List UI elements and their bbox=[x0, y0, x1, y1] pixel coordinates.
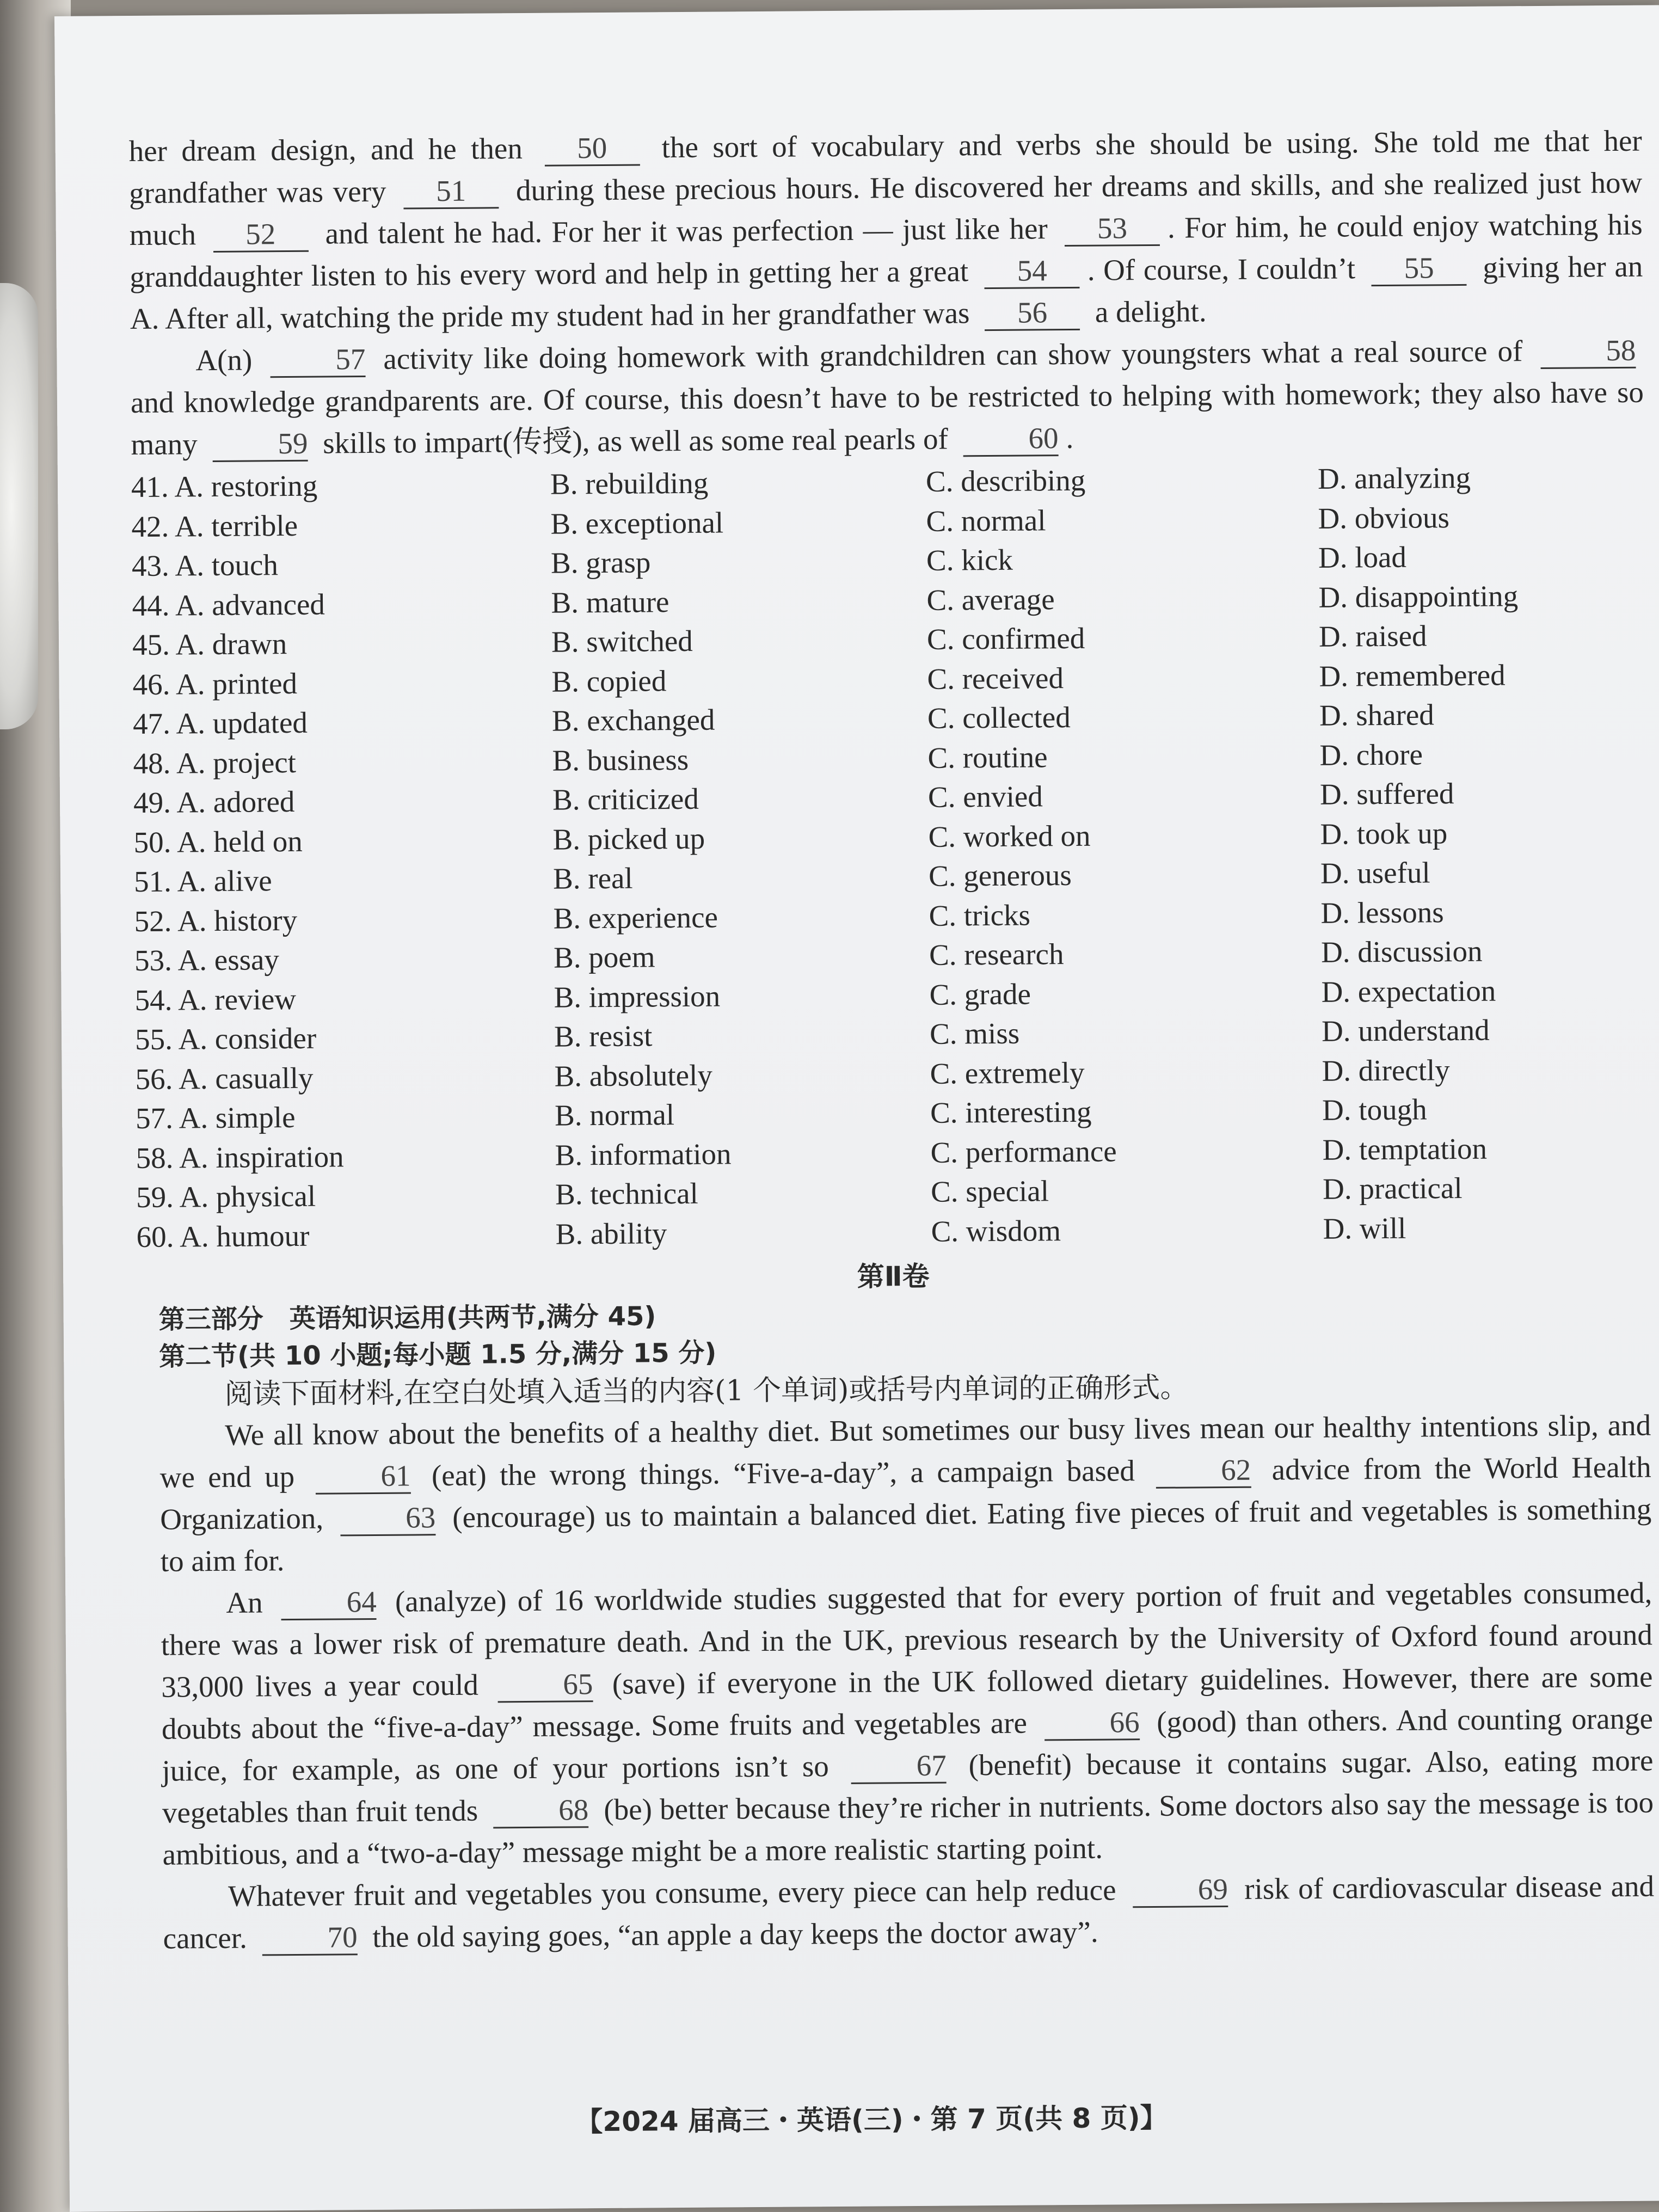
option-44-A[interactable]: 44. A. advanced bbox=[132, 587, 325, 622]
answer-blank-54[interactable]: 54 bbox=[985, 254, 1080, 289]
option-52-B[interactable]: B. experience bbox=[553, 900, 718, 935]
option-52-A[interactable]: 52. A. history bbox=[134, 903, 298, 938]
text-run: A(n) bbox=[195, 343, 263, 377]
page-content bbox=[128, 120, 1654, 1959]
text-run: giving her an A. After all, watching the pride my student had in her grandfather was bbox=[130, 249, 1643, 336]
option-50-A[interactable]: 50. A. held on bbox=[133, 824, 303, 859]
answer-blank-51[interactable]: 51 bbox=[403, 174, 499, 209]
text-run: skills to impart(传授), as well as some real pearls of bbox=[315, 422, 956, 460]
option-51-D[interactable]: D. useful bbox=[1320, 856, 1430, 890]
option-55-D[interactable]: D. understand bbox=[1321, 1013, 1490, 1048]
option-60-A[interactable]: 60. A. humour bbox=[136, 1219, 310, 1254]
passage1-paragraph-2 bbox=[130, 329, 1644, 465]
option-43-A[interactable]: 43. A. touch bbox=[131, 548, 279, 583]
option-47-A[interactable]: 47. A. updated bbox=[132, 705, 308, 741]
answer-blank-61[interactable]: 61 bbox=[315, 1459, 410, 1494]
instruction-text: 阅读下面材料,在空白处填入适当的内容(1 个单词)或括号内单词的正确形式。 bbox=[224, 1371, 1189, 1411]
option-43-D[interactable]: D. load bbox=[1318, 540, 1407, 574]
option-43-B[interactable]: B. grasp bbox=[550, 545, 651, 580]
answer-blank-53[interactable]: 53 bbox=[1065, 212, 1160, 247]
option-59-B[interactable]: B. technical bbox=[555, 1176, 699, 1211]
passage2-paragraph-1 bbox=[159, 1404, 1652, 1582]
option-50-D[interactable]: D. took up bbox=[1320, 816, 1448, 851]
option-52-C[interactable]: C. tricks bbox=[929, 898, 1031, 932]
option-42-B[interactable]: B. exceptional bbox=[550, 505, 724, 540]
text-run: a delight. bbox=[1087, 294, 1207, 329]
option-45-B[interactable]: B. switched bbox=[551, 624, 693, 659]
text-run: activity like doing homework with grandchildren can show youngsters what a real source of bbox=[373, 334, 1533, 376]
option-50-B[interactable]: B. picked up bbox=[552, 821, 705, 856]
option-45-C[interactable]: C. confirmed bbox=[926, 621, 1085, 656]
answer-blank-50[interactable]: 50 bbox=[544, 132, 640, 167]
text-run: during these precious hours. He discovered her dreams and skills, and she realized just how much bbox=[129, 165, 1643, 252]
option-51-A[interactable]: 51. A. alive bbox=[133, 864, 272, 899]
option-54-B[interactable]: B. impression bbox=[554, 979, 721, 1014]
option-53-D[interactable]: D. discussion bbox=[1320, 934, 1483, 969]
option-48-D[interactable]: D. chore bbox=[1319, 737, 1423, 772]
answer-blank-59[interactable]: 59 bbox=[212, 427, 308, 462]
answer-blank-57[interactable]: 57 bbox=[270, 343, 365, 378]
option-57-C[interactable]: C. interesting bbox=[930, 1095, 1092, 1129]
option-41-A[interactable]: 41. A. restoring bbox=[131, 469, 318, 504]
volume-title: 第Ⅱ卷 bbox=[857, 1260, 930, 1293]
passage2 bbox=[159, 1404, 1655, 1959]
page-footer: 【2024 届高三・英语(三)・第 7 页(共 8 页)】 bbox=[575, 2102, 1168, 2138]
option-42-D[interactable]: D. obvious bbox=[1318, 500, 1450, 535]
option-56-D[interactable]: D. directly bbox=[1322, 1053, 1450, 1087]
option-57-A[interactable]: 57. A. simple bbox=[135, 1100, 296, 1135]
text-run: Whatever fruit and vegetables you consume, every piece can help reduce bbox=[228, 1873, 1126, 1913]
exam-page bbox=[54, 5, 1659, 2211]
answer-blank-67[interactable]: 67 bbox=[851, 1749, 947, 1784]
option-52-D[interactable]: D. lessons bbox=[1320, 895, 1444, 930]
answer-blank-68[interactable]: 68 bbox=[493, 1793, 588, 1828]
text-run: (encourage) us to maintain a balanced diet. Eating five pieces of fruit and vegetables is something to aim for. bbox=[160, 1492, 1652, 1578]
answer-blank-60[interactable]: 60 bbox=[963, 422, 1058, 457]
option-51-C[interactable]: C. generous bbox=[928, 858, 1072, 893]
option-60-C[interactable]: C. wisdom bbox=[931, 1213, 1061, 1248]
option-49-C[interactable]: C. envied bbox=[927, 779, 1043, 814]
answer-blank-62[interactable]: 62 bbox=[1156, 1454, 1251, 1489]
answer-blank-58[interactable]: 58 bbox=[1540, 334, 1636, 369]
option-41-B[interactable]: B. rebuilding bbox=[550, 466, 709, 501]
answer-blank-55[interactable]: 55 bbox=[1371, 251, 1466, 286]
passage1-paragraph-1 bbox=[128, 120, 1643, 340]
passage2-paragraph-3 bbox=[163, 1865, 1655, 1959]
answer-blank-69[interactable]: 69 bbox=[1133, 1873, 1228, 1908]
option-49-D[interactable]: D. suffered bbox=[1319, 777, 1454, 811]
option-42-C[interactable]: C. normal bbox=[926, 503, 1046, 538]
option-48-A[interactable]: 48. A. project bbox=[133, 745, 297, 780]
option-45-D[interactable]: D. raised bbox=[1318, 619, 1427, 653]
text-run: and knowledge grandparents are. Of course, this doesn’t have to be restricted to helping with homework; they also have so many bbox=[130, 375, 1644, 462]
option-55-C[interactable]: C. miss bbox=[929, 1016, 1020, 1050]
option-59-A[interactable]: 59. A. physical bbox=[136, 1179, 316, 1214]
text-run: (be) better because they’re richer in nutrients. Some doctors also say the message is too ambitious, and a “two-a-day” message might be a more realistic starting point. bbox=[162, 1785, 1654, 1871]
option-49-B[interactable]: B. criticized bbox=[552, 782, 699, 816]
answer-blank-64[interactable]: 64 bbox=[281, 1586, 377, 1620]
option-60-B[interactable]: B. ability bbox=[555, 1216, 667, 1251]
option-50-C[interactable]: C. worked on bbox=[928, 819, 1091, 853]
option-46-B[interactable]: B. copied bbox=[551, 663, 667, 698]
answer-blank-52[interactable]: 52 bbox=[213, 218, 308, 253]
option-55-A[interactable]: 55. A. consider bbox=[134, 1021, 317, 1056]
option-58-C[interactable]: C. performance bbox=[930, 1134, 1117, 1169]
option-58-D[interactable]: D. temptation bbox=[1322, 1132, 1488, 1166]
option-55-B[interactable]: B. resist bbox=[554, 1019, 653, 1053]
option-41-D[interactable]: D. analyzing bbox=[1317, 460, 1471, 495]
option-53-A[interactable]: 53. A. essay bbox=[134, 943, 280, 978]
option-59-D[interactable]: D. practical bbox=[1322, 1171, 1463, 1206]
option-57-D[interactable]: D. tough bbox=[1322, 1092, 1427, 1127]
text-run: and talent he had. For her it was perfection — just like her bbox=[316, 212, 1058, 250]
part-heading: 第三部分 英语知识运用(共两节,满分 45) bbox=[158, 1301, 656, 1335]
option-46-C[interactable]: C. received bbox=[927, 661, 1064, 696]
option-54-D[interactable]: D. expectation bbox=[1321, 974, 1496, 1009]
option-47-C[interactable]: C. collected bbox=[927, 701, 1071, 735]
option-45-A[interactable]: 45. A. drawn bbox=[132, 627, 287, 662]
option-42-A[interactable]: 42. A. terrible bbox=[131, 508, 298, 543]
option-53-C[interactable]: C. research bbox=[929, 937, 1064, 972]
option-53-B[interactable]: B. poem bbox=[553, 940, 655, 974]
text-run: (analyze) of 16 worldwide studies suggested that for every portion of fruit and vegetables consumed, there was a lower risk of premature death. And in the UK, previous research by the University of Oxford found around 33,000 lives a year could bbox=[161, 1576, 1653, 1704]
text-run: . For him, he could enjoy watching his granddaughter listen to his every word and help in getting her a great bbox=[130, 207, 1643, 294]
option-46-D[interactable]: D. remembered bbox=[1319, 658, 1506, 693]
answer-blank-65[interactable]: 65 bbox=[497, 1668, 593, 1703]
answer-blank-56[interactable]: 56 bbox=[985, 296, 1080, 331]
text-run: An bbox=[226, 1586, 274, 1619]
option-47-D[interactable]: D. shared bbox=[1319, 698, 1434, 732]
option-54-A[interactable]: 54. A. review bbox=[134, 982, 297, 1017]
option-48-B[interactable]: B. business bbox=[552, 742, 689, 777]
text-run: . Of course, I couldn’t bbox=[1087, 251, 1364, 287]
option-58-A[interactable]: 58. A. inspiration bbox=[136, 1139, 344, 1175]
option-54-C[interactable]: C. grade bbox=[929, 977, 1031, 1011]
text-run: the old saying goes, “an apple a day keeps the doctor away”. bbox=[365, 1915, 1098, 1954]
option-48-C[interactable]: C. routine bbox=[927, 740, 1048, 775]
text-run: We all know about the benefits of a healthy diet. But sometimes our busy lives mean our healthy intentions slip, and we end up bbox=[159, 1408, 1651, 1494]
option-56-B[interactable]: B. absolutely bbox=[554, 1058, 713, 1093]
text-run: her dream design, and he then bbox=[128, 131, 537, 168]
option-57-B[interactable]: B. normal bbox=[554, 1098, 675, 1132]
passage2-paragraph-2 bbox=[161, 1572, 1654, 1876]
option-60-D[interactable]: D. will bbox=[1323, 1211, 1406, 1245]
cloth-object bbox=[0, 283, 38, 729]
answer-blank-63[interactable]: 63 bbox=[340, 1501, 435, 1536]
option-44-B[interactable]: B. mature bbox=[551, 585, 669, 619]
option-51-B[interactable]: B. real bbox=[552, 861, 633, 895]
text-run: advice from the World Health Organization, bbox=[160, 1450, 1651, 1536]
text-run: (save) if everyone in the UK followed dietary guidelines. However, there are some doubts about the “five-a-day” message. Some fruits and vegetables are bbox=[161, 1660, 1653, 1746]
option-56-A[interactable]: 56. A. casually bbox=[135, 1061, 314, 1096]
option-58-B[interactable]: B. information bbox=[555, 1136, 732, 1172]
option-47-B[interactable]: B. exchanged bbox=[551, 703, 715, 738]
text-run: the sort of vocabulary and verbs she should be using. She told me that her grandfather was very bbox=[129, 124, 1642, 210]
text-run: (benefit) because it contains sugar. Also, eating more vegetables than fruit tends bbox=[162, 1743, 1654, 1829]
option-43-C[interactable]: C. kick bbox=[926, 543, 1013, 577]
options-grid bbox=[131, 457, 1650, 1257]
section-heading: 第二节(共 10 小题;每小题 1.5 分,满分 15 分) bbox=[159, 1337, 717, 1372]
option-49-A[interactable]: 49. A. adored bbox=[133, 784, 295, 820]
text-run: (eat) the wrong things. “Five-a-day”, a campaign based bbox=[418, 1454, 1148, 1492]
option-56-C[interactable]: C. extremely bbox=[930, 1055, 1085, 1090]
option-44-C[interactable]: C. average bbox=[926, 582, 1055, 617]
text-run: . bbox=[1066, 421, 1074, 455]
text-run: risk of cardiovascular disease and cancer. bbox=[163, 1869, 1655, 1955]
option-59-C[interactable]: C. special bbox=[930, 1174, 1049, 1208]
option-46-A[interactable]: 46. A. printed bbox=[132, 666, 298, 701]
answer-blank-66[interactable]: 66 bbox=[1044, 1706, 1139, 1741]
option-44-D[interactable]: D. disappointing bbox=[1318, 579, 1519, 614]
text-run: (good) than others. And counting orange juice, for example, as one of your portions isn’t so bbox=[162, 1701, 1654, 1787]
option-41-C[interactable]: C. describing bbox=[925, 463, 1086, 498]
answer-blank-70[interactable]: 70 bbox=[262, 1921, 357, 1956]
